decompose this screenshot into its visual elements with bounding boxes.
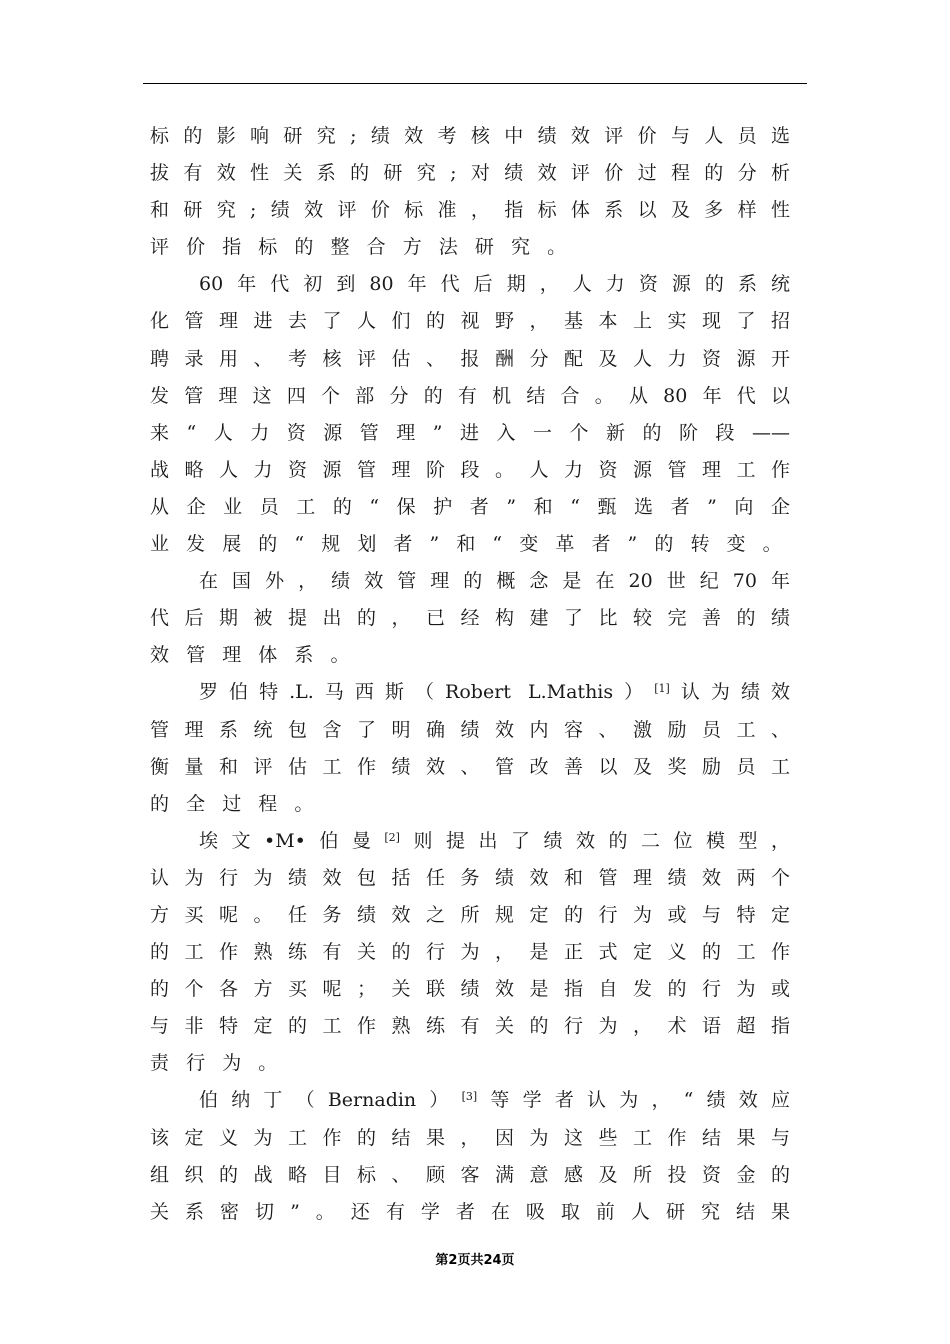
- text-line: 业发展的“规划者”和“变革者”的转变。: [150, 533, 799, 556]
- body-text: [150, 118, 799, 1231]
- text-line: 拔有效性关系的研究;对绩效评价过程的分析: [150, 162, 790, 185]
- text-line: 方买呢。任务绩效之所规定的行为或与特定: [150, 903, 790, 926]
- text-line: 和研究;绩效评价标准，指标体系以及多样性: [150, 199, 790, 222]
- text-segment: 等学者认为，“绩效应: [477, 1089, 790, 1112]
- text-line: 发管理这四个部分的有机结合。从80年代以: [150, 384, 790, 407]
- text-line: 效管理体系。: [150, 644, 367, 667]
- text-line: 组织的战略目标、顾客满意感及所投资金的: [150, 1163, 790, 1186]
- text-line: 战略人力资源管理阶段。人力资源管理工作: [150, 458, 790, 481]
- text-line: [150, 1082, 790, 1119]
- text-line: [150, 674, 790, 711]
- text-line: 关系密切”。还有学者在吸取前人研究结果: [150, 1200, 790, 1223]
- text-line: 标的影响研究;绩效考核中绩效评价与人员选: [150, 125, 790, 147]
- text-line: 认为行为绩效包括任务绩效和管理绩效两个: [150, 866, 790, 889]
- text-line: 该定义为工作的结果，因为这些工作结果与: [150, 1126, 790, 1149]
- citation-ref-2: [2]: [384, 830, 400, 844]
- text-line: 聘录用、考核评估、报酬分配及人力资源开: [150, 347, 790, 370]
- text-segment: 罗伯特.L.马西斯（Robert L.Mathis）: [199, 681, 655, 704]
- text-segment: 认为绩效: [669, 681, 790, 704]
- text-line: 衡量和评估工作绩效、管改善以及奖励员工: [150, 755, 790, 778]
- citation-ref-1: [1]: [654, 682, 670, 696]
- text-line: 的个各方买呢；关联绩效是指自发的行为或: [150, 978, 790, 1001]
- text-segment: 埃文•M•伯曼: [199, 829, 385, 852]
- header-rule: [143, 83, 807, 84]
- text-segment: 伯纳丁（Bernadin）: [199, 1089, 462, 1112]
- text-line: 代后期被提出的，已经构建了比较完善的绩: [150, 607, 790, 630]
- text-line: 与非特定的工作熟练有关的行为，术语超指: [150, 1015, 790, 1038]
- text-line: 来“人力资源管理”进入一个新的阶段——: [150, 421, 790, 444]
- text-line: 责行为。: [150, 1052, 295, 1075]
- citation-ref-3: [3]: [461, 1090, 478, 1104]
- page-number-footer: 第2页共24页: [435, 1253, 515, 1268]
- text-segment: 则提出了绩效的二位模型，: [399, 829, 790, 852]
- text-line: 60年代初到80年代后期，人力资源的系统: [199, 273, 790, 296]
- text-line: 从企业员工的“保护者”和“甄选者”向企: [150, 495, 790, 518]
- text-line: 管理系统包含了明确绩效内容、激励员工、: [150, 718, 790, 741]
- text-line: [150, 823, 790, 860]
- text-line: 化管理进去了人们的视野，基本上实现了招: [150, 310, 790, 333]
- text-line: 的工作熟练有关的行为，是正式定义的工作: [150, 941, 790, 964]
- text-line: 的全过程。: [150, 792, 331, 815]
- text-line: 在国外，绩效管理的概念是在20世纪70年: [199, 570, 790, 593]
- text-line: 评价指标的整合方法研究。: [150, 236, 584, 259]
